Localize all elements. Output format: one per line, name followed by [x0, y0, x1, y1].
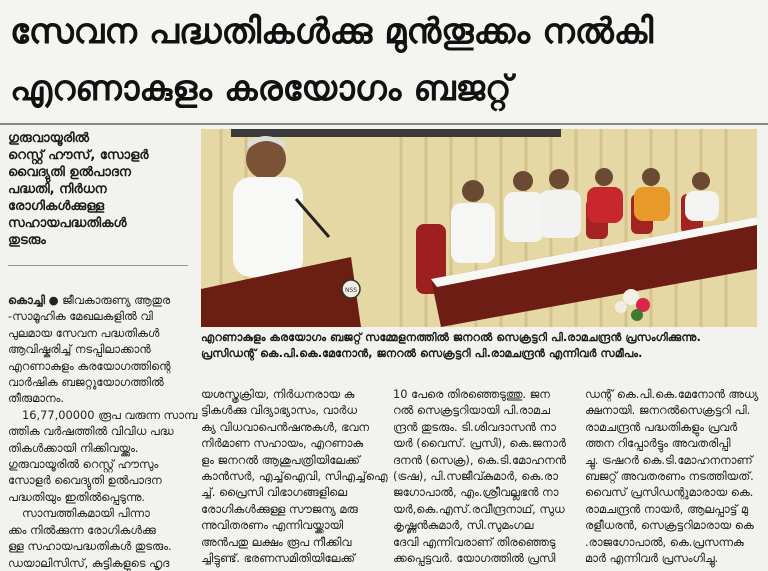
article-line: ദേവി എന്നിവരാണ് തിരഞ്ഞെടു [393, 534, 556, 549]
article-line: ത്തിക വർഷത്തിൽ വിവിധ പദ്ധ [8, 424, 174, 439]
article-line: ബജറ്റ് അവതരണം നടത്തിയത്. [585, 469, 754, 484]
article-line: തികൾക്കായി നിക്കിവയ്ക്കും. [8, 440, 139, 455]
caption-line: പ്രസിഡന്റ് കെ.പി.കെ.മേനോൻ, ജനറൽ സെക്രട്ടറി പി.രാമചന്ദ്രൻ എന്നിവർ സമീപം. [201, 347, 643, 360]
article-line: .രാജഗോപാൽ, കെ.പ്രസന്നകു [585, 534, 744, 549]
article-line: എറണാകുളം കരയോഗത്തിന്റെ [8, 358, 171, 373]
subheading-line: വൈദ്യുതി ഉൽപാദന [8, 165, 131, 180]
article-line: രോഗികൾക്കുള്ള സൗജന്യ മരു [201, 501, 358, 516]
article-line: വൈസ് പ്രസിഡന്റുമാരായ കെ. [585, 485, 754, 500]
headline-divider [0, 123, 768, 125]
article-line: ച്ചു. ട്രഷറർ കെ.ടി.മോഹനനാണ് [585, 452, 753, 467]
article-line: തീരുമാനം. [8, 391, 64, 406]
article-line [8, 407, 198, 423]
article-line: ന്നുവിതരണം എന്നിവയ്ക്കായി [201, 518, 344, 533]
subheading-line: റെസ്റ്റ് ഹൗസ്, സോളർ [8, 148, 149, 163]
article-column-4 [585, 386, 761, 566]
headline-block [0, 0, 768, 122]
article-line: മാർ എന്നിവർ പ്രസംഗിച്ചു. [585, 551, 719, 566]
subheading-line: സഹായപദ്ധതികൾ [8, 216, 127, 231]
photo-caption [201, 330, 761, 362]
article-text: സാമ്പത്തികമായി പിന്നാ [22, 506, 150, 521]
article-line: അൻപതു ലക്ഷം രൂപ നീക്കിവ [201, 534, 352, 549]
article-column-1 [8, 292, 198, 571]
article-line: യർ (വൈസ്. പ്രസി), കെ.ജനാർ [393, 436, 566, 451]
article-line: യശസ്ത്രക്രിയ, നിർധനരായ കു [201, 387, 355, 401]
article-line: കൃഷ്ണൻകുമാർ, സി.സുമംഗല [393, 518, 534, 533]
article-line: സോളർ വൈദ്യുതി ഉൽപാദന [8, 473, 162, 488]
article-text: 16,77,00000 രൂപ വരുന്ന സാമ്പ [22, 407, 198, 422]
wall-frame [231, 129, 561, 137]
article-line: ഡന്റ് കെ.പി.കെ.മേനോൻ അധ്യ [585, 387, 759, 401]
subheading-line: പദ്ധതി, നിർധന [8, 182, 107, 197]
subheading-line: രോഗികൾക്കുള്ള [8, 199, 105, 214]
article-line: രാമചന്ദ്രൻ പദ്ധതികളും പ്രവർ [585, 419, 738, 434]
subheading-divider [8, 265, 188, 266]
article-line: റൽ സെക്രട്ടറിയായി പി.രാമച [393, 403, 550, 418]
article-line: ഗുരുവായൂരിൽ റെസ്റ്റ് ഹൗസും [8, 457, 159, 472]
caption-line: എറണാകുളം കരയോഗം ബജറ്റ് സമ്മേളനത്തിൽ ജനറൽ സെക്രട്ടറി പി.രാമചന്ദ്രൻ പ്രസംഗിക്കുന്നു. [201, 331, 701, 344]
article-line: ക്കപ്പെട്ടവർ. യോഗത്തിൽ പ്രസി [393, 551, 556, 566]
sidebar-subheading [8, 130, 188, 249]
article-line: യർ,കെ.എസ്.രവീന്ദ്രനാഥ്, സുധ [393, 501, 565, 516]
headline-line-1: സേവന പദ്ധതികൾക്കു മുൻതൂക്കം നൽകി [10, 12, 654, 52]
article-line: രാമചന്ദ്രൻ നായർ, ആലപ്പാട്ട് മു [585, 501, 749, 516]
article-line: വാർഷിക ബജറ്റുയോഗത്തിൽ [8, 375, 164, 390]
article-line: ച്ച്. പ്രൈസി വിഭാഗങ്ങളിലെ [201, 485, 348, 500]
article-line: ക്ഷനായി. ജനറൽസെക്രട്ടറി പി. [585, 403, 751, 418]
article-line: ഡയാലിസിസ്, കുട്ടികളുടെ ഹൃദ [8, 555, 170, 570]
headline-line-2: എറണാകുളം കരയോഗം ബജറ്റ് [10, 69, 512, 109]
article-line: ജഗോപാൽ, എം.ശ്രീവല്ലഭൻ നാ [393, 485, 559, 500]
article-line: ന്ദ്രൻ തുടരും. ടി.ശിവദാസൻ നാ [393, 419, 556, 434]
article-line: ള്ള സഹായപദ്ധതികൾ തുടരും. [8, 539, 172, 554]
article-line: ച്ചിട്ടുണ്ട്. ഭരണസമിതിയിലേക്ക് [201, 551, 355, 566]
article-line: പുലമായ സേവന പദ്ധതികൾ [8, 325, 160, 340]
meeting-photo-illustration [201, 129, 757, 327]
podium-emblem-text: NSS [344, 287, 358, 294]
article-line: നിർമാണ സഹായം, എറണാകു [201, 436, 364, 451]
article-line: ദനൻ (സെക്ര), കെ.ടി.മോഹനൻ [393, 452, 566, 467]
article-line: രളീധരൻ, സെക്രട്ടറിമാരായ കെ [585, 518, 754, 533]
article-line: (ട്രഷ), പി.സജീവ്കുമാർ, കെ.രാ [393, 469, 558, 484]
article-line: -സാമൂഹിക മേഖലകളിൽ വി [8, 309, 153, 324]
article-line: 10 പേരെ തിരഞ്ഞെടുത്തു. ജന [393, 387, 550, 401]
news-photo [201, 129, 757, 327]
article-line: ആവിഷ്കരിച്ച് നടപ്പിലാക്കാൻ [8, 342, 151, 357]
article-line: ട്ടികൾക്കു വിദ്യാഭ്യാസം, വാർധ [201, 403, 357, 418]
article-column-3 [393, 386, 569, 566]
article-text: ജീവകാരുണ്യ ആതുര [62, 293, 171, 307]
article-line: കാൻസർ, എച്ച്ഐവി, സിഎച്ച്ഐ [201, 469, 388, 484]
article-line: പദ്ധതിയും ഇതിൽപ്പെടുന്നു. [8, 489, 145, 504]
subheading-line: തുടരും [8, 233, 46, 248]
article-line: കൊച്ചി ● ജീവകാരുണ്യ ആതുര [8, 293, 171, 307]
article-line: ക്കം നിൽക്കുന്ന രോഗികൾക്കു [8, 522, 156, 537]
article-line: ളം ജനറൽ ആശുപത്രിയിലേക്ക് [201, 452, 360, 467]
subheading-line: ഗുരുവായൂരിൽ [8, 131, 90, 146]
article-line: ത്തന റിപ്പോർട്ടും അവതരിപ്പി [585, 436, 731, 451]
article-column-2 [201, 386, 388, 566]
dateline: കൊച്ചി [8, 293, 45, 307]
article-line [8, 505, 190, 521]
article-line: ക്യ വിധവാപെൻഷനുകൾ, ഭവന [201, 419, 369, 434]
